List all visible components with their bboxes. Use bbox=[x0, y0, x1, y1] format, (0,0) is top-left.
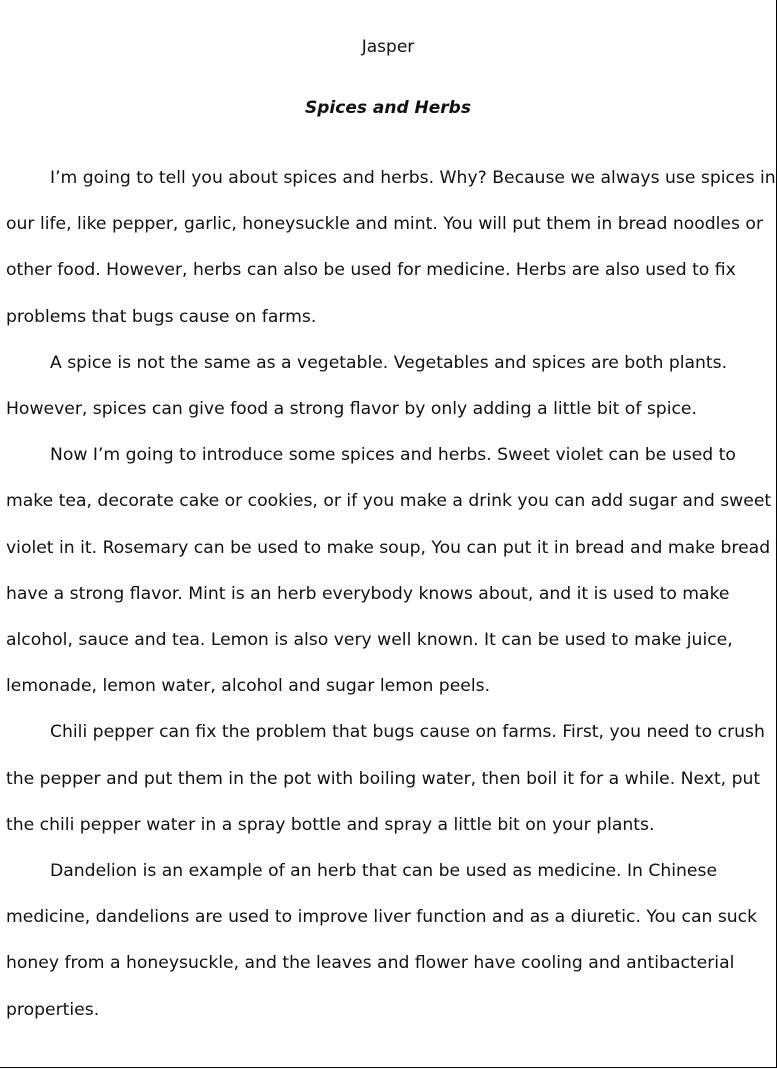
paragraph-examples: Now I’m going to introduce some spices and herbs. Sweet violet can be used to make tea, decorate cake or cookies, or if you make a drink you can add sugar and sweet violet in it. Rosemary can be used to make soup, You can put it in bread and make bread have a strong flavor. Mint is an herb everybody knows about, and it is used to make alcohol, sauce and tea. Lemon is also very well known. It can be used to make juice, lemonade, lemon water, alcohol and sugar lemon peels. bbox=[6, 445, 772, 697]
paragraph-intro: I’m going to tell you about spices and herbs. Why? Because we always use spices in our life, like pepper, garlic, honeysuckle and mint. You will put them in bread noodles or other food. However, herbs can also be used for medicine. Herbs are also used to fix problems that bugs cause on farms. bbox=[6, 168, 776, 327]
paragraph-spice-vs-vegetable: A spice is not the same as a vegetable. Vegetables and spices are both plants. However, spices can give food a strong flavor by only adding a little bit of spice. bbox=[6, 352, 728, 420]
document-body bbox=[6, 155, 777, 1033]
paragraph-dandelion: Dandelion is an example of an herb that can be used as medicine. In Chinese medicine, dandelions are used to improve liver function and as a diuretic. You can suck honey from a honeysuckle, and the leaves and flower have cooling and antibacterial properties. bbox=[6, 861, 758, 1020]
paragraph-chili-pepper: Chili pepper can fix the problem that bugs cause on farms. First, you need to crush the pepper and put them in the pot with boiling water, then boil it for a while. Next, put the chili pepper water in a spray bottle and spray a little bit on your plants. bbox=[6, 722, 765, 835]
document-title: Spices and Herbs bbox=[305, 98, 471, 118]
author-name: Jasper bbox=[361, 37, 415, 57]
